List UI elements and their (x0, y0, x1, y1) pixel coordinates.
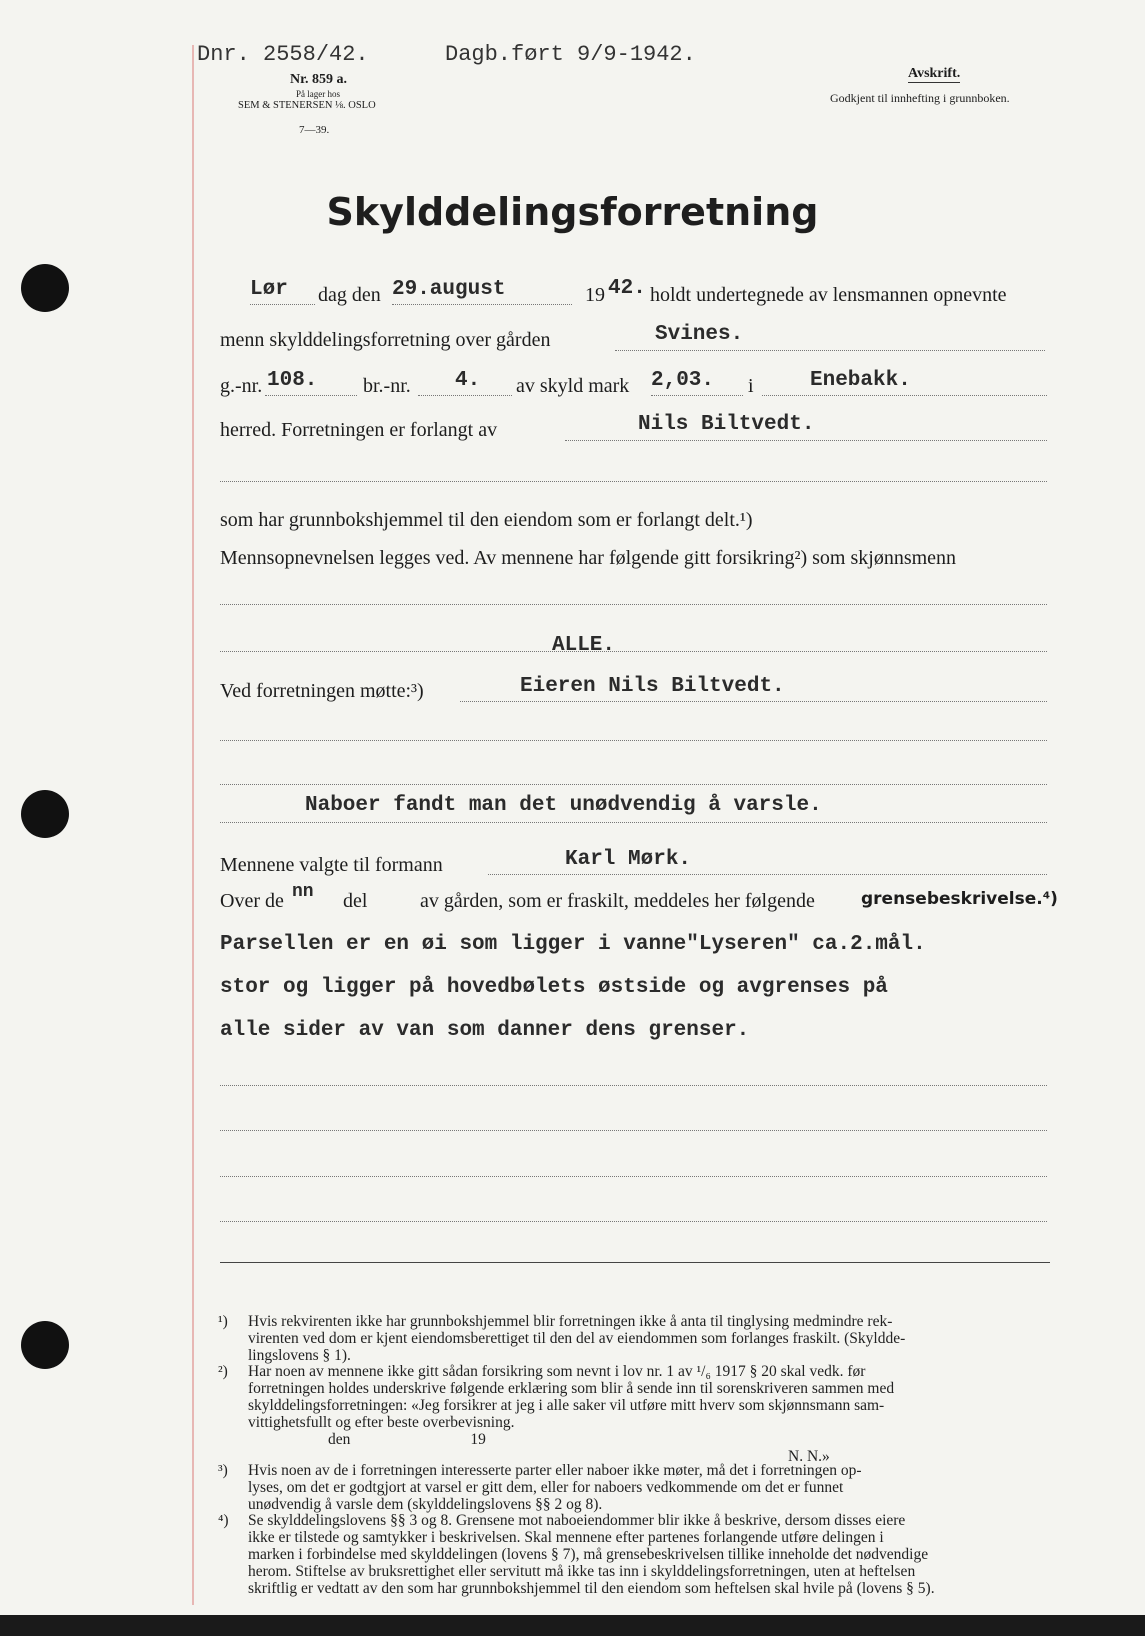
requester-value: Nils Biltvedt. (638, 413, 815, 436)
dotted-line (418, 395, 512, 396)
gnr-value: 108. (267, 369, 318, 392)
dotted-line (565, 440, 1047, 441)
dotted-line (762, 395, 1047, 396)
punch-hole (21, 1321, 69, 1369)
label-dag-den: dag den (318, 284, 381, 306)
description-line: Parsellen er en øi som ligger i vanne"Lyseren" ca.2.mål. (220, 933, 926, 956)
footnote-4 (218, 1512, 1048, 1597)
dotted-line (488, 874, 1047, 875)
form-number: Nr. 859 a. (290, 72, 348, 87)
footnote-line: vittighetsfullt og efter beste overbevisning. (248, 1414, 515, 1431)
dotted-line (250, 304, 315, 305)
label-grensebeskrivelse: grensebeskrivelse.⁴) (861, 889, 1058, 909)
footnote-line: Se skylddelingslovens §§ 3 og 8. Grensene mot naboeiendommer blir ikke å beskrive, dersom disses eiere (248, 1512, 906, 1529)
dotted-line (220, 1176, 1047, 1177)
label-hjemmel: som har grunnbokshjemmel til den eiendom som er forlangt delt.¹) (220, 509, 753, 531)
footnote-signature: N. N.» (788, 1448, 830, 1465)
footnote-line: Hvis noen av de i forretningen interesserte parter eller naboer ikke møter, må det i forretningen op- (248, 1462, 862, 1479)
label-menn: menn skylddelingsforretning over gården (220, 329, 551, 351)
approval-note: Godkjent til innhefting i grunnboken. (830, 91, 1010, 105)
document-number: Dnr. 2558/42. (197, 42, 369, 67)
dotted-line (265, 395, 357, 396)
label-herred: herred. Forretningen er forlangt av (220, 419, 498, 441)
footnote-number: ¹) (218, 1313, 228, 1330)
dotted-line (220, 1221, 1047, 1222)
punch-hole (21, 264, 69, 312)
label-formann: Mennene valgte til formann (220, 854, 443, 876)
label-over-de: Over de (220, 890, 284, 912)
dotted-line (392, 304, 572, 305)
dotted-line (615, 350, 1045, 351)
dotted-line (460, 701, 1047, 702)
publisher-date: 7—39. (299, 124, 330, 136)
farm-value: Svines. (655, 323, 744, 346)
footnote-number: ³) (218, 1462, 228, 1479)
footnote-line: unødvendig å varsle dem (skylddelingslovens §§ 2 og 8). (248, 1496, 603, 1513)
footnote-line: marken i forbindelse med skylddelingen (lovens § 7), må grensebeskrivelsen tillike inneholde det nødvendige (248, 1546, 929, 1563)
label-brnr: br.-nr. (363, 375, 411, 397)
label-skyld: av skyld mark (516, 375, 630, 397)
footnote-1 (218, 1313, 1048, 1364)
document-title: Skylddelingsforretning (326, 190, 819, 234)
dotted-line (220, 822, 1047, 823)
footnote-line: skylddelingsforretningen: «Jeg forsikrer at jeg i alle saker vil utføre mitt hverv som skjønnsmann sam- (248, 1397, 885, 1414)
dotted-line (651, 395, 743, 396)
weekday-value: Lør (250, 278, 288, 301)
dotted-line (220, 1130, 1047, 1131)
chairman-value: Karl Mørk. (565, 848, 692, 871)
municipality-value: Enebakk. (810, 369, 911, 392)
copy-label: Avskrift. (908, 66, 961, 81)
footnote-number: ²) (218, 1363, 228, 1380)
diary-date: Dagb.ført 9/9-1942. (445, 42, 696, 67)
footnote-3 (218, 1462, 1048, 1513)
label-del: del (343, 890, 368, 912)
footnote-line: ikke er tilstede og samtykker i beskrivelsen. Skal mennene efter partenes forlangende utføre delingen i (248, 1529, 884, 1546)
dotted-line (220, 651, 1047, 652)
publisher-line2: SEM & STENERSEN ⅛. OSLO (238, 100, 376, 111)
footnote-line: skriftlig er vedtatt av den som har grunnbokshjemmel til den eiendom som heftelsen skal hvile på (lovens § 5). (248, 1580, 935, 1597)
footnote-line: lyses, om det er godtgjort at varsel er gitt dem, eller for naboers vedkommende om det er funnet (248, 1479, 844, 1496)
footnote-number: ⁴) (218, 1512, 229, 1529)
description-line: stor og ligger på hovedbølets østside og avgrenses på (220, 976, 888, 999)
dotted-line (220, 481, 1047, 482)
date-value: 29.august (392, 278, 506, 301)
label-gnr: g.-nr. (220, 375, 263, 397)
label-holdt: holdt undertegnede av lensmannen opnevnte (650, 284, 1007, 306)
dotted-line (220, 1085, 1047, 1086)
brnr-value: 4. (455, 369, 481, 392)
punch-hole (21, 790, 69, 838)
footnote-separator (220, 1262, 1050, 1263)
dotted-line (220, 784, 1047, 785)
label-mennsopnevnelsen: Mennsopnevnelsen legges ved. Av mennene har følgende gitt forsikring²) som skjønnsmenn (220, 547, 957, 569)
footnote-2 (218, 1363, 1048, 1465)
description-line: alle sider av van som danner dens grenser. (220, 1019, 750, 1042)
label-fraskilt: av gården, som er fraskilt, meddeles her følgende (420, 890, 815, 912)
label-century: 19 (585, 284, 605, 306)
footnote-line: den 19 (328, 1431, 486, 1448)
margin-line (192, 45, 194, 1605)
over-de-suffix: nn (292, 882, 314, 902)
skyld-value: 2,03. (651, 369, 715, 392)
dotted-line (220, 604, 1047, 605)
publisher-line1: På lager hos (296, 89, 340, 99)
label-motte: Ved forretningen møtte:³) (220, 680, 424, 702)
dotted-line (220, 740, 1047, 741)
footnote-line: herom. Stiftelse av bruksrettighet eller servitutt må ikke tas inn i skylddelingsforretningen, uten at heftelsen (248, 1563, 916, 1580)
attendees-value: Eieren Nils Biltvedt. (520, 675, 785, 698)
footnote-line: lingslovens § 1). (248, 1347, 351, 1364)
footnote-line: forretningen holdes underskrive følgende erklæring som blir å sende inn til sorenskriveren sammen med (248, 1380, 895, 1397)
label-i: i (748, 375, 754, 397)
footnote-line: Har noen av mennene ikke gitt sådan forsikring som nevnt i lov nr. 1 av ¹/₆ 1917 § 20 skal vedk. før (248, 1363, 866, 1380)
footnote-line: virenten ved dom er kjent eiendomsberettiget til den del av eiendommen som forlanges fraskilt. (Skyldde- (248, 1330, 906, 1347)
year-value: 42. (608, 277, 646, 300)
footnote-line: Hvis rekvirenten ikke har grunnbokshjemmel blir forretningen ikke å anta til tinglysing medmindre rek- (248, 1313, 893, 1330)
sworn-value: ALLE. (552, 634, 616, 657)
neighbours-note: Naboer fandt man det unødvendig å varsle. (305, 794, 822, 817)
